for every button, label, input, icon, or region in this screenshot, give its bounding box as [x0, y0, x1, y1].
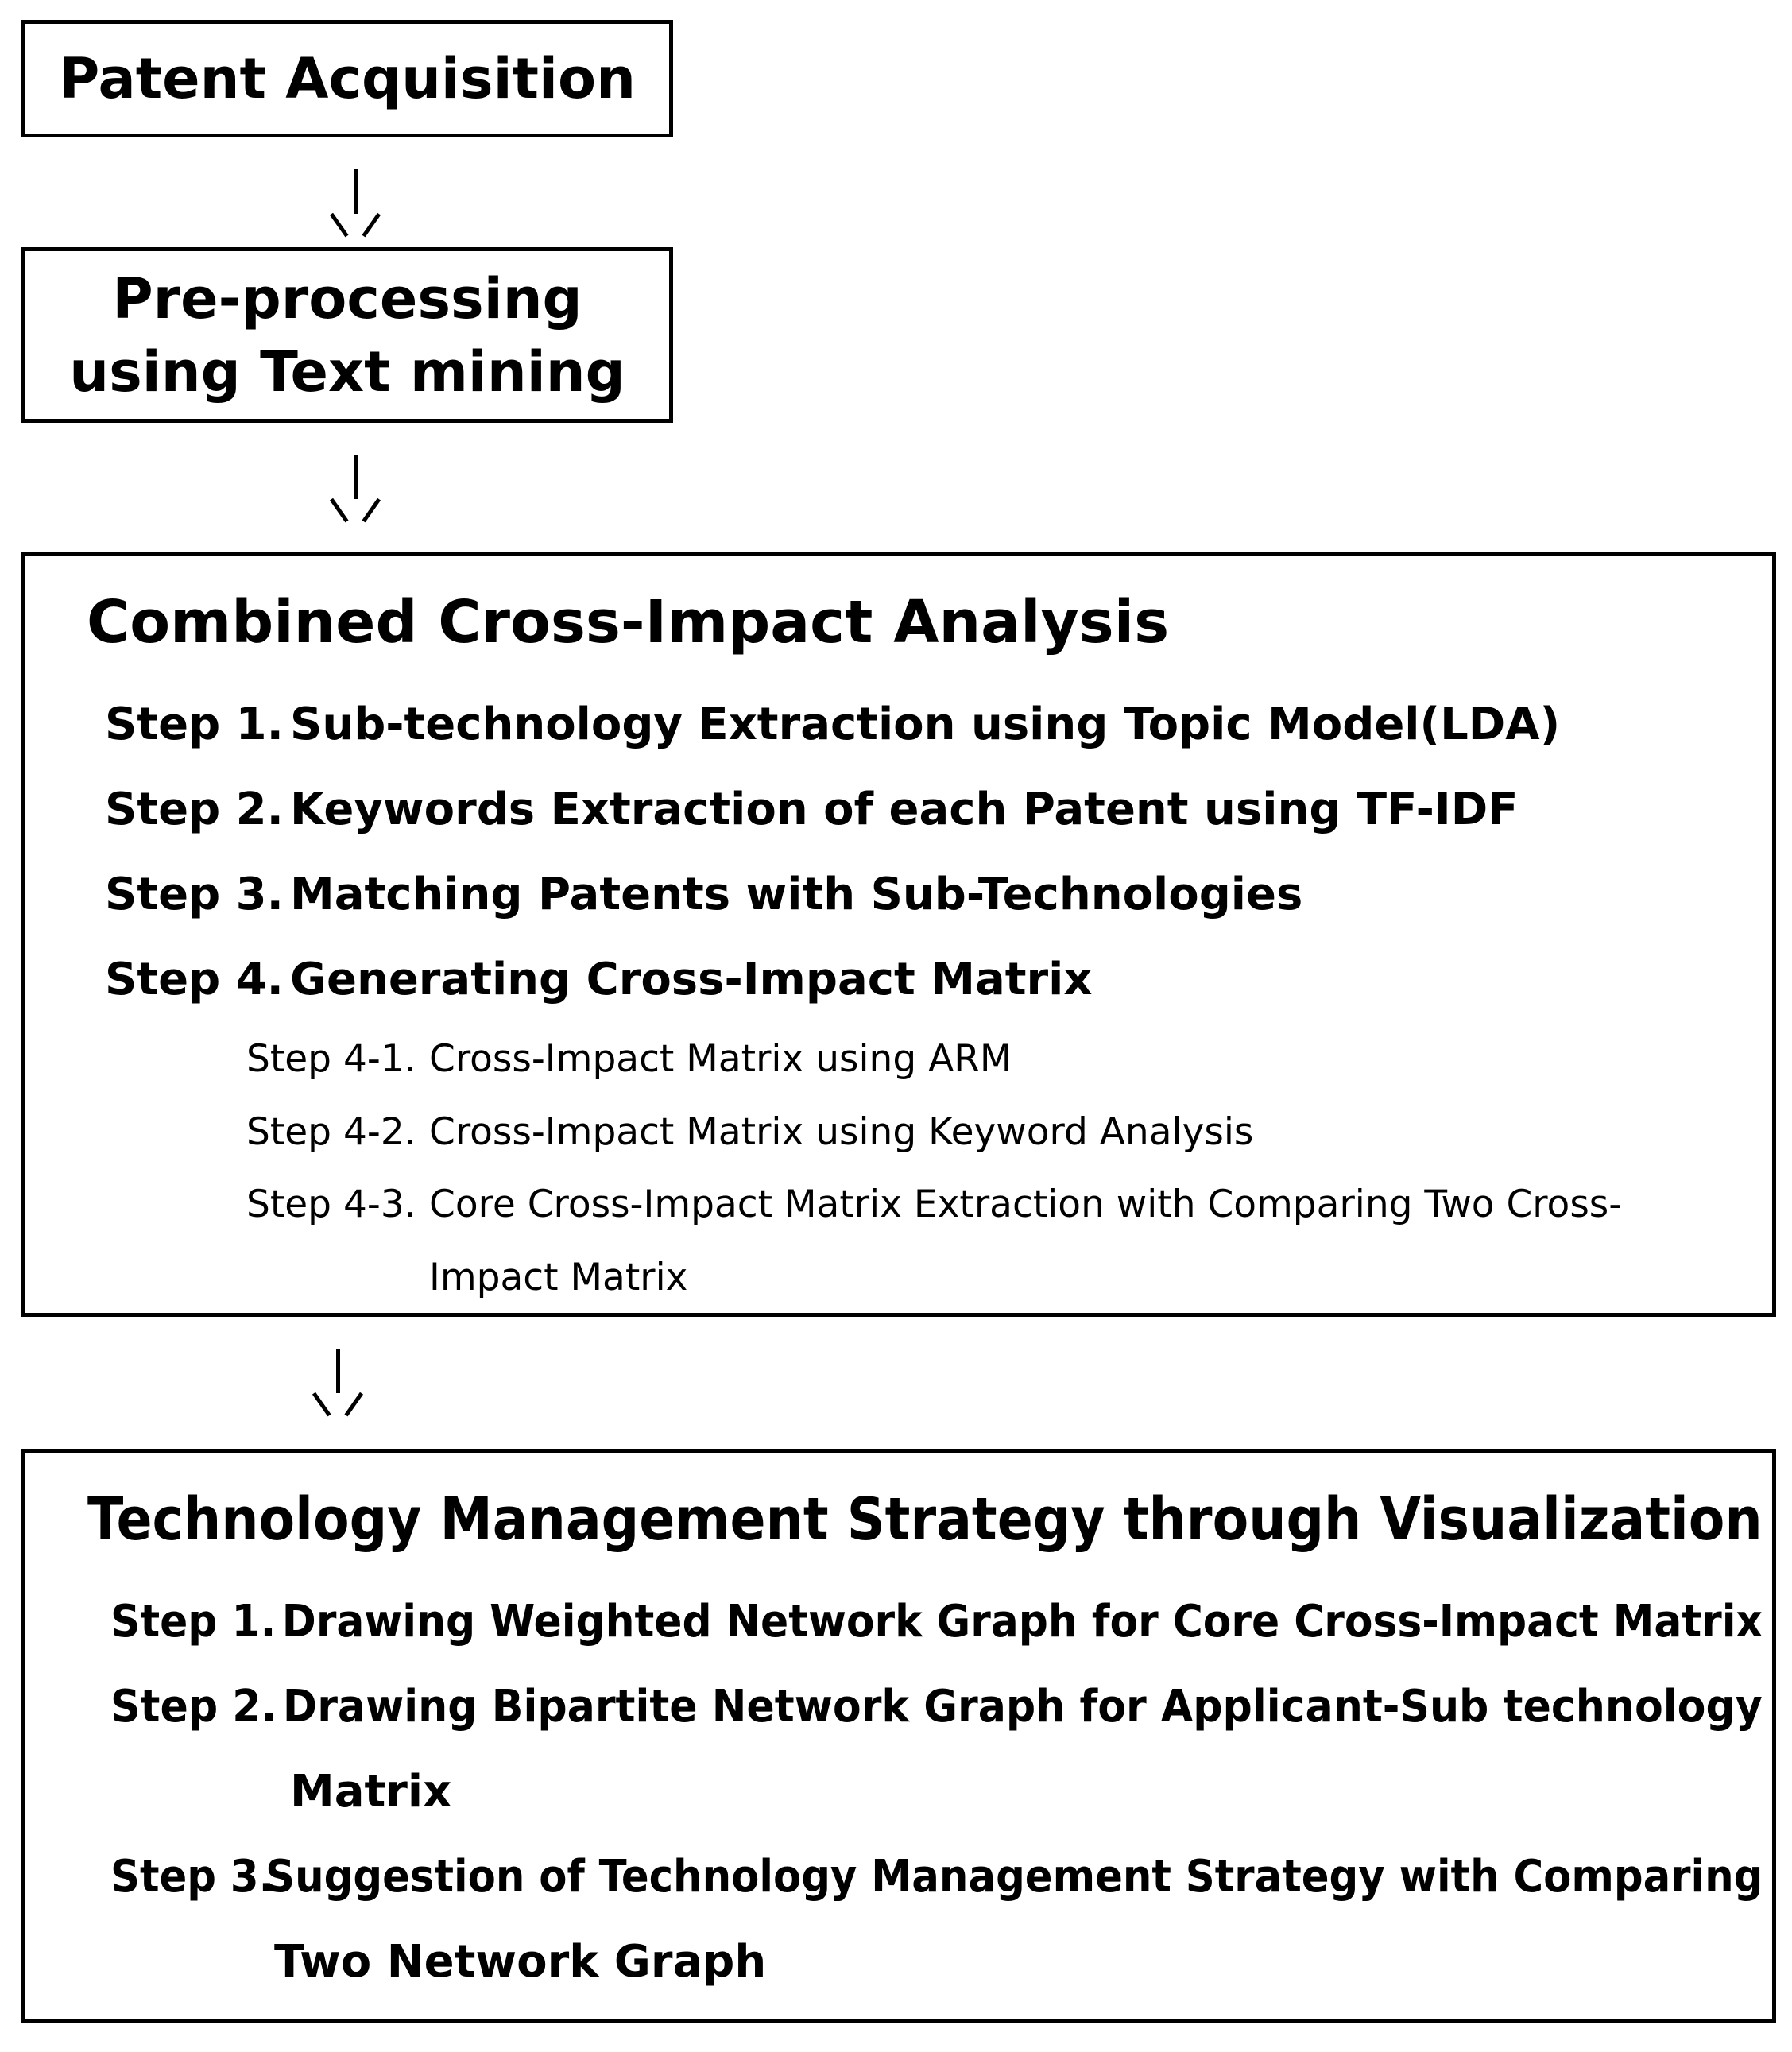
cia-step-1-label: Step 1. — [105, 699, 284, 750]
cia-substep-4-3 — [246, 1183, 1622, 1226]
cia-step-3 — [105, 869, 1302, 920]
cia-substep-4-2 — [246, 1110, 1253, 1154]
tms-step-3-label: Step 3. — [110, 1851, 275, 1903]
cia-substep-4-1-text: Cross-Impact Matrix using ARM — [429, 1037, 1012, 1081]
cia-step-3-text: Matching Patents with Sub-Technologies — [290, 869, 1303, 920]
tms-step-2-text: Drawing Bipartite Network Graph for Applicant-Sub technology — [282, 1681, 1763, 1733]
tms-step-1-label: Step 1. — [110, 1596, 277, 1647]
cia-step-4-text: Generating Cross-Impact Matrix — [290, 954, 1093, 1005]
cia-step-1 — [105, 699, 1560, 750]
strategy-title: Technology Management Strategy through Visualization — [87, 1485, 1763, 1554]
tms-step-3-continued: Two Network Graph — [274, 1936, 767, 1988]
cia-step-4 — [105, 954, 1092, 1005]
patent-acquisition-box — [21, 20, 673, 137]
tms-step-2 — [110, 1681, 1763, 1733]
tms-step-2-continued: Matrix — [290, 1766, 452, 1818]
cross-impact-analysis-box — [21, 552, 1776, 1317]
cia-step-4-label: Step 4. — [105, 954, 284, 1005]
preprocessing-line-1: Pre-processing — [112, 265, 582, 331]
tms-step-3-text: Suggestion of Technology Management Strategy with Comparing — [265, 1851, 1763, 1903]
flow-arrow-1 — [339, 169, 371, 238]
cross-impact-title: Combined Cross-Impact Analysis — [87, 588, 1170, 656]
cia-step-1-text: Sub-technology Extraction using Topic Model(LDA) — [290, 699, 1561, 750]
cia-step-2-label: Step 2. — [105, 784, 284, 835]
patent-acquisition-title: Patent Acquisition — [59, 46, 636, 111]
tms-step-2-label: Step 2. — [110, 1681, 277, 1733]
flow-arrow-2 — [339, 455, 371, 523]
cia-substep-4-2-label: Step 4-2. — [246, 1110, 416, 1154]
cia-substep-4-3-label: Step 4-3. — [246, 1183, 416, 1226]
cia-step-3-label: Step 3. — [105, 869, 284, 920]
tms-step-3 — [110, 1851, 1763, 1903]
flow-arrow-3 — [322, 1349, 354, 1417]
technology-strategy-box — [21, 1449, 1776, 2023]
cia-substep-4-1-label: Step 4-1. — [246, 1037, 416, 1081]
cia-substep-4-3-continued: Impact Matrix — [429, 1256, 688, 1299]
preprocessing-box — [21, 247, 673, 423]
tms-step-1 — [110, 1596, 1763, 1647]
cia-step-2 — [105, 784, 1518, 835]
cia-substep-4-3-text: Core Cross-Impact Matrix Extraction with Comparing Two Cross- — [429, 1183, 1623, 1226]
tms-step-1-text: Drawing Weighted Network Graph for Core Cross-Impact Matrix — [281, 1596, 1763, 1647]
preprocessing-line-2: using Text mining — [69, 339, 625, 405]
cia-substep-4-2-text: Cross-Impact Matrix using Keyword Analysis — [429, 1110, 1254, 1154]
cia-substep-4-1 — [246, 1037, 1012, 1081]
cia-step-2-text: Keywords Extraction of each Patent using TF-IDF — [290, 784, 1519, 835]
